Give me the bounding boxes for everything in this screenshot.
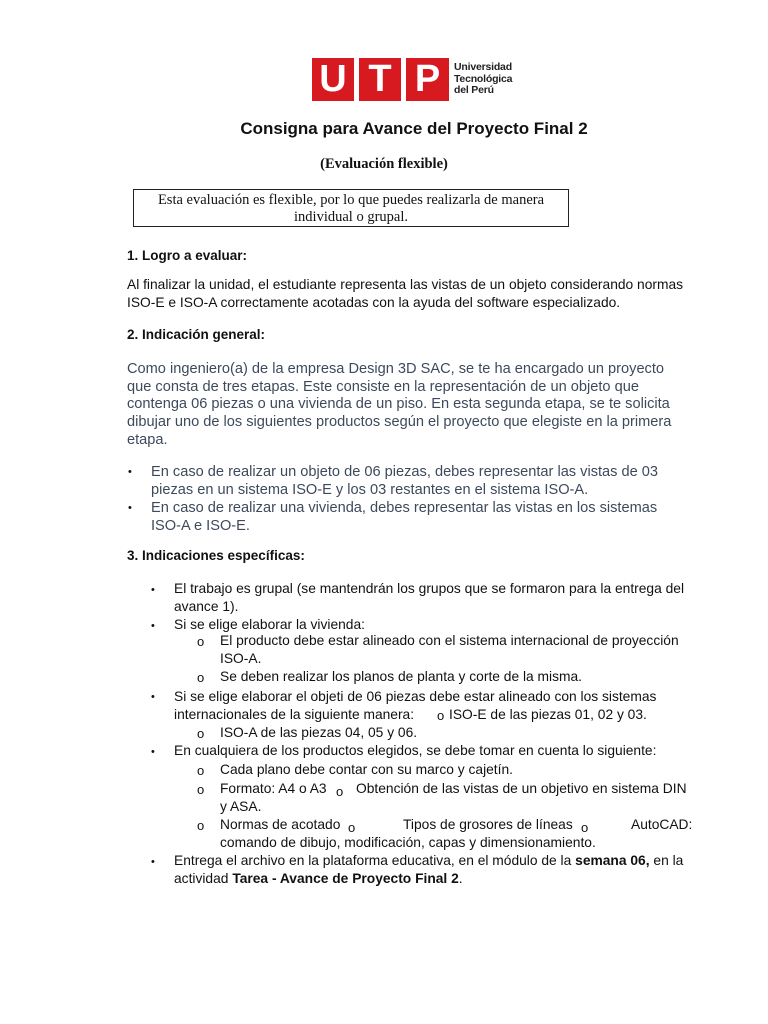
circle-marker: o [197,726,205,741]
section3-b5-line-1 [174,852,683,871]
bullet-marker: • [151,856,155,868]
logo-line-2: Tecnológica [454,72,513,85]
section3-b2-sub2: Se deben realizar los planos de planta y corte de la misma. [220,669,582,684]
bullet-marker: • [151,620,155,632]
section3-b3-line-2: internacionales de la siguiente manera: [174,707,415,722]
section2-bullet-2-line-2: ISO-A e ISO-E. [151,518,250,534]
logo-letter-t: T [359,58,401,101]
section2-bullet-2-line-1: En caso de realizar una vivienda, debes representar las vistas en los sistemas [151,500,658,516]
utp-logo [312,58,518,101]
section2-heading: 2. Indicación general: [127,327,266,342]
section3-b5-task-name: Tarea - Avance de Proyecto Final 2 [232,871,459,886]
section3-b5-week: semana 06, [575,853,650,868]
section1-line-1: Al finalizar la unidad, el estudiante representa las vistas de un objeto considerando normas [127,277,684,292]
section3-b5-text-2: en la [653,853,684,868]
section3-b2-sub1-line-1: El producto debe estar alineado con el sistema internacional de proyección [220,633,679,648]
section3-b4-sub2-format: Formato: A4 o A3 [220,781,327,796]
section3-b3-inline: ISO-E de las piezas 01, 02 y 03. [449,707,647,722]
circle-marker: o [197,634,205,649]
circle-marker: o [197,670,205,685]
logo-wordmark [454,62,512,97]
logo-letter-u: U [312,58,354,101]
section2-para-line-2: que consta de tres etapas. Este consiste en la representación de un objeto que [127,379,639,395]
circle-marker: o [197,782,205,797]
bullet-marker: • [128,466,132,478]
section3-b4: En cualquiera de los productos elegidos, se debe tomar en cuenta lo siguiente: [174,743,657,758]
section3-b5-text: Entrega el archivo en la plataforma educativa, en el módulo de la [174,853,572,868]
section2-para-line-1: Como ingeniero(a) de la empresa Design 3D SAC, se te ha encargado un proyecto [127,361,665,377]
circle-marker: o [197,818,205,833]
bullet-marker: • [151,691,155,703]
notice-line-1: Esta evaluación es flexible, por lo que puedes realizarla de manera [157,192,545,208]
section2-para-line-3: contenga 06 piezas o una vivienda de un piso. En esta segunda etapa, se te solicita [127,396,670,412]
circle-marker: o [437,708,445,723]
notice-line-2: individual o grupal. [294,209,408,225]
section2-bullet-1-line-2: piezas en un sistema ISO-E y los 03 restantes en el sistema ISO-A. [151,482,589,498]
section3-b4-sub3-normas: Normas de acotado [220,817,341,832]
circle-marker: o [336,784,344,799]
circle-marker: o [348,820,356,835]
section1-line-2: ISO-E e ISO-A correctamente acotadas con la ayuda del software especializado. [127,295,621,310]
circle-marker: o [581,820,589,835]
section2-bullet-1-line-1: En caso de realizar un objeto de 06 piezas, debes representar las vistas de 03 [151,464,659,480]
page-title: Consigna para Avance del Proyecto Final 2 [240,119,588,138]
bullet-marker: • [151,584,155,596]
section3-b2: Si se elige elaborar la vivienda: [174,617,365,632]
section1-heading: 1. Logro a evaluar: [127,248,248,263]
section3-b2-sub1-line-2: ISO-A. [220,651,262,666]
section3-b4-sub3-autocad: AutoCAD: [631,817,693,832]
section3-b4-sub3-comando: comando de dibujo, modificación, capas y dimensionamiento. [220,835,596,850]
section3-b5-period: . [458,871,463,886]
section3-heading: 3. Indicaciones específicas: [127,548,305,563]
circle-marker: o [197,763,205,778]
section3-b3-line-1: Si se elige elaborar el objeti de 06 piezas debe estar alineado con los sistemas [174,689,657,704]
section3-b4-sub1: Cada plano debe contar con su marco y cajetín. [220,762,513,777]
section3-b3-sub: ISO-A de las piezas 04, 05 y 06. [220,725,418,740]
section3-b4-sub3-grosores: Tipos de grosores de líneas [403,817,573,832]
section3-b1-line-2: avance 1). [174,599,239,614]
section2-para-line-4: dibujar uno de los siguientes productos según el proyecto que elegiste en la primera [127,414,672,430]
logo-line-1: Universidad [454,61,512,73]
section3-b4-sub2-asa: y ASA. [220,799,262,814]
bullet-marker: • [128,502,132,514]
notice-box [133,189,569,227]
logo-letter-p: P [406,58,449,101]
section3-b5-line-2 [174,870,463,889]
bullet-marker: • [151,746,155,758]
section3-b4-sub2-views: Obtención de las vistas de un objetivo en sistema DIN [356,781,687,796]
page-subtitle: (Evaluación flexible) [320,156,448,172]
section3-b5-activity-label: actividad [174,871,229,886]
section3-b1-line-1: El trabajo es grupal (se mantendrán los grupos que se formaron para la entrega del [174,581,685,596]
section2-para-line-5: etapa. [127,432,168,448]
logo-line-3: del Perú [454,84,494,96]
